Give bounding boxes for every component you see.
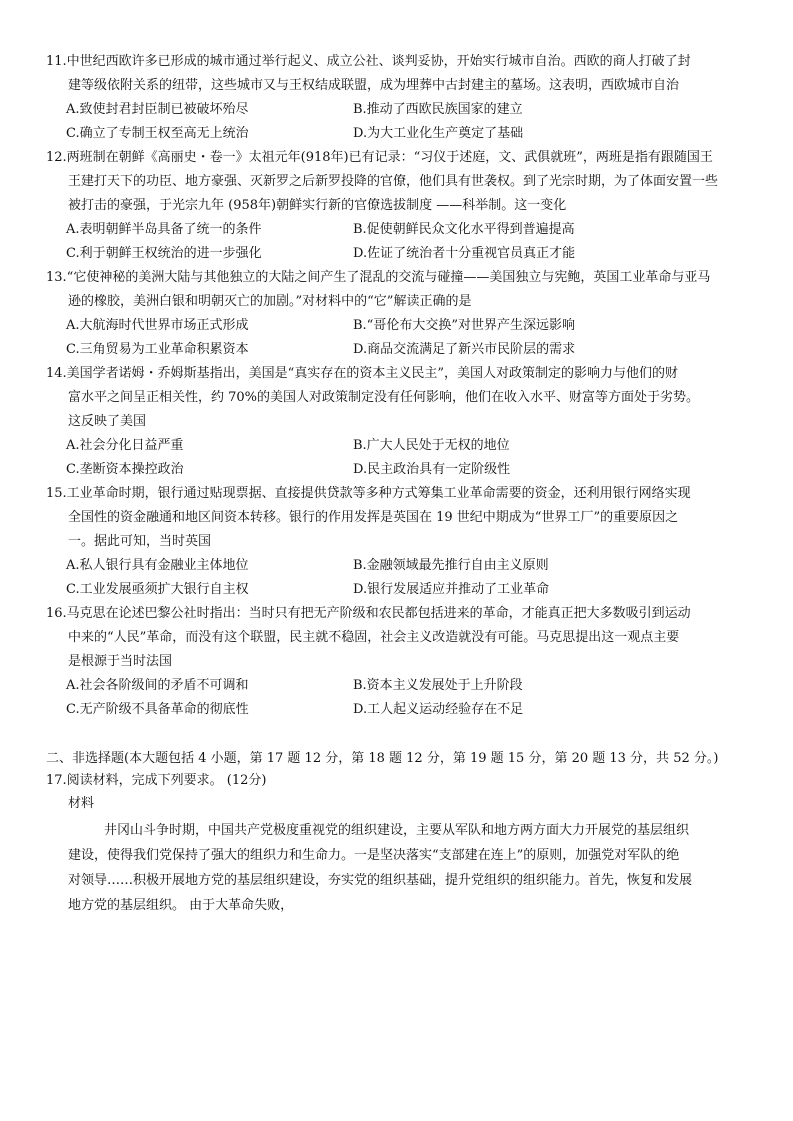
option-row xyxy=(46,434,754,458)
option-b: B.金融领域最先推行自由主义原则 xyxy=(353,558,549,573)
material-line: 建设，使得我们党保持了强大的组织力和生命力。一是坚决落实“支部建在连上”的原则，加强党对军队的绝 xyxy=(68,848,680,863)
material-paragraph xyxy=(68,818,754,918)
stem-line: 全国性的资金融通和地区间资本转移。银行的作用发挥是英国在 19 世纪中期成为“世界工厂”的重要原因之 xyxy=(68,510,679,525)
question-stem xyxy=(46,266,754,314)
stem-line: 被打击的豪强，于光宗九年 (958年)朝鲜实行新的官僚选拔制度 ——科举制。这一变化 xyxy=(68,198,567,213)
stem-line: 14.美国学者诺姆・乔姆斯基指出，美国是“真实存在的资本主义民主”，美国人对政策制定的影响力与他们的财 xyxy=(46,366,678,381)
section-title: 二、非选择题(本大题包括 4 小题，第 17 题 12 分，第 18 题 12 分，第 19 题 15 分，第 20 题 13 分，共 52 分。) xyxy=(46,751,719,766)
question-11 xyxy=(46,50,754,146)
option-b: B.广大人民处于无权的地位 xyxy=(353,438,510,453)
question-stem xyxy=(46,146,754,218)
stem-line: 建等级依附关系的纽带，这些城市又与王权结成联盟，成为埋葬中古封建主的墓场。这表明，西欧城市自治 xyxy=(68,78,680,93)
stem-line: 富水平之间呈正相关性，约 70%的美国人对政策制定没有任何影响，他们在收入水平、财富等方面处于劣势。 xyxy=(68,390,700,405)
option-b: B.资本主义发展处于上升阶段 xyxy=(353,678,523,693)
stem-line: 一。据此可知，当时英国 xyxy=(68,534,212,549)
option-a: A.大航海时代世界市场正式形成 xyxy=(66,318,249,333)
question-12 xyxy=(46,146,754,266)
option-row xyxy=(46,674,754,698)
option-a: A.社会各阶级间的矛盾不可调和 xyxy=(66,678,249,693)
stem-line: 15.工业革命时期，银行通过贴现票据、直接提供贷款等多种方式筹集工业革命需要的资金，还利用银行网络实现 xyxy=(46,486,691,501)
option-row xyxy=(46,578,754,602)
option-c: C.确立了专制王权至高无上统治 xyxy=(66,126,249,141)
question-stem xyxy=(46,362,754,434)
material-line: 对领导……积极开展地方党的基层组织建设，夯实党的组织基础，提升党组织的组织能力。首先，恢复和发展 xyxy=(68,873,693,888)
stem-line: 16.马克思在论述巴黎公社时指出：当时只有把无产阶级和农民都包括进来的革命，才能真正把大多数吸引到运动 xyxy=(46,606,691,621)
option-d: D.为大工业化生产奠定了基础 xyxy=(353,126,524,141)
stem-line: 王建打天下的功臣、地方豪强、灭新罗之后新罗投降的官僚，他们具有世袭权。到了光宗时期，为了体面安置一些 xyxy=(68,174,719,189)
option-a: A.致使封君封臣制已被破坏殆尽 xyxy=(66,102,249,117)
option-row xyxy=(46,338,754,362)
stem-line: 11.中世纪西欧许多已形成的城市通过举行起义、成立公社、谈判妥协，开始实行城市自治。西欧的商人打破了封 xyxy=(46,54,691,69)
stem-line: 12.两班制在朝鲜《高丽史・卷一》太祖元年(918年)已有记录：“习仪于述庭，文、武俱就班”，两班是指有跟随国王 xyxy=(46,150,713,165)
question-stem xyxy=(46,602,754,674)
material-line: 地方党的基层组织。 由于大革命失败， xyxy=(68,898,294,913)
option-row xyxy=(46,122,754,146)
option-row xyxy=(46,698,754,722)
material-label: 材料 xyxy=(68,796,95,811)
question-14 xyxy=(46,362,754,482)
question-13 xyxy=(46,266,754,362)
stem-line: 13.“它使神秘的美洲大陆与其他独立的大陆之间产生了混乱的交流与碰撞——美国独立与宪鲍，英国工业革命与亚马 xyxy=(46,270,711,285)
option-d: D.商品交流满足了新兴市民阶层的需求 xyxy=(353,342,576,357)
option-row xyxy=(46,98,754,122)
option-d: D.银行发展适应并推动了工业革命 xyxy=(353,582,550,597)
option-c: C.工业发展亟须扩大银行自主权 xyxy=(66,582,249,597)
option-c: C.无产阶级不具备革命的彻底性 xyxy=(66,702,249,717)
option-b: B.促使朝鲜民众文化水平得到普遍提高 xyxy=(353,222,575,237)
option-row xyxy=(46,458,754,482)
question-17-heading: 17.阅读材料，完成下列要求。 (12分) xyxy=(46,773,267,788)
option-a: A.私人银行具有金融业主体地位 xyxy=(66,558,249,573)
question-16 xyxy=(46,602,754,722)
option-c: C.三角贸易为工业革命积累资本 xyxy=(66,342,249,357)
stem-line: 逊的橡胶，美洲白银和明朝灭亡的加剧。”对材料中的“它”解读正确的是 xyxy=(68,294,472,309)
option-a: A.社会分化日益严重 xyxy=(66,438,184,453)
stem-line: 这反映了美国 xyxy=(68,414,147,429)
option-row xyxy=(46,218,754,242)
option-d: D.民主政治具有一定阶级性 xyxy=(353,462,511,477)
material-line: 井冈山斗争时期，中国共产党极度重视党的组织建设，主要从军队和地方两方面大力开展党的基层组织 xyxy=(104,823,690,838)
question-stem xyxy=(46,482,754,554)
stem-line: 中来的“人民”革命，而没有这个联盟，民主就不稳固，社会主义改造就没有可能。马克思提出这一观点主要 xyxy=(68,630,680,645)
option-d: D.佐证了统治者十分重视官员真正才能 xyxy=(353,246,576,261)
question-15 xyxy=(46,482,754,602)
option-c: C.垄断资本操控政治 xyxy=(66,462,184,477)
option-row xyxy=(46,554,754,578)
option-d: D.工人起义运动经验存在不足 xyxy=(353,702,524,717)
stem-line: 是根源于当时法国 xyxy=(68,654,173,669)
option-row xyxy=(46,314,754,338)
option-b: B.“哥伦布大交换”对世界产生深远影响 xyxy=(353,318,575,333)
question-stem xyxy=(46,50,754,98)
option-b: B.推动了西欧民族国家的建立 xyxy=(353,102,523,117)
option-c: C.利于朝鲜王权统治的进一步强化 xyxy=(66,246,262,261)
option-a: A.表明朝鲜半岛具备了统一的条件 xyxy=(66,222,262,237)
option-row xyxy=(46,242,754,266)
